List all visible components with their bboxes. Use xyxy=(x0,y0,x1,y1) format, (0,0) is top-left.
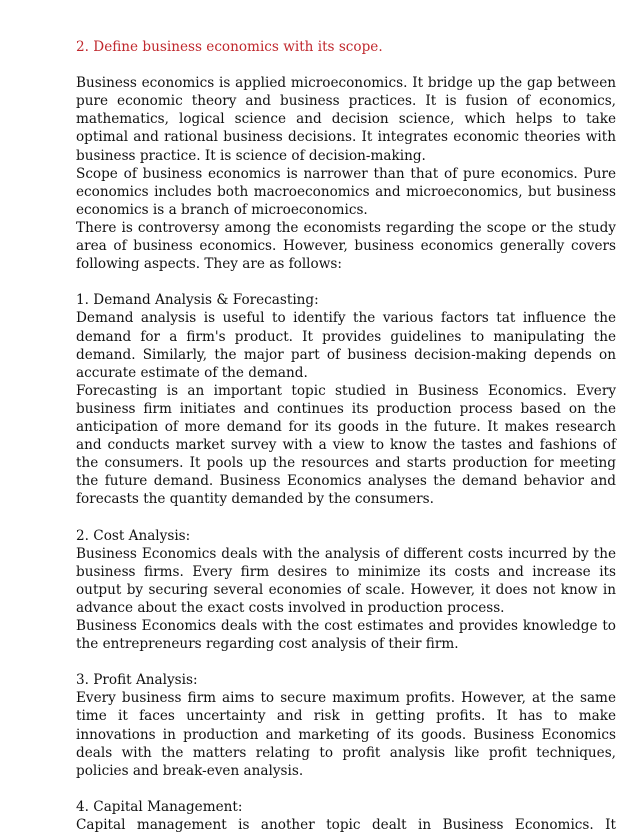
document-page xyxy=(76,38,616,834)
section-paragraph: Business Economics deals with the analysis of different costs incurred by the business firms. Every firm desires to minimize its costs and increase its output by securing several economies of scale. However, it does not know in advance about the exact costs involved in production process. xyxy=(76,545,616,616)
section-heading-profit: 3. Profit Analysis: xyxy=(76,672,198,689)
section-paragraph: Demand analysis is useful to identify the various factors tat influence the demand for a firm's product. It provides guidelines to manipulating the demand. Similarly, the major part of business decision-making depends on accurate estimate of the demand. xyxy=(76,310,616,381)
section-paragraph: Capital management is another topic dealt in Business Economics. It xyxy=(76,817,616,834)
intro-paragraph: Business economics is applied microeconomics. It bridge up the gap between pure economic theory and business practices. It is fusion of economics, mathematics, logical science and decision science, which helps to take optimal and rational business decisions. It integrates economic theories with business practice. It is science of decision-making. xyxy=(76,75,616,164)
intro-paragraph: There is controversy among the economists regarding the scope or the study area of business economics. However, business economics generally covers following aspects. They are as follows: xyxy=(76,219,616,273)
section-paragraph: Forecasting is an important topic studied in Business Economics. Every business firm initiates and continues its production process based on the anticipation of more demand for its goods in the future. It makes research and conducts market survey with a view to know the tastes and fashions of the consumers. It pools up the resources and starts production for meeting the future demand. Business Economics analyses the demand behavior and forecasts the quantity demanded by the consumers. xyxy=(76,382,616,508)
section-paragraph: Every business firm aims to secure maximum profits. However, at the same time it faces uncertainty and risk in getting profits. It has to make innovations in production and marketing of its goods. Business Economics deals with the matters relating to profit analysis like profit techniques, policies and break-even analysis. xyxy=(76,690,616,779)
section-heading-cost: 2. Cost Analysis: xyxy=(76,527,191,544)
section-heading-demand: 1. Demand Analysis & Forecasting: xyxy=(76,292,319,309)
intro-paragraph: Scope of business economics is narrower than that of pure economics. Pure economics includes both macroeconomics and microeconomics, but business economics is a branch of microeconomics. xyxy=(76,165,616,218)
question-title: 2. Define business economics with its scope. xyxy=(76,39,383,55)
section-heading-capital: 4. Capital Management: xyxy=(76,798,243,815)
section-paragraph: Business Economics deals with the cost estimates and provides knowledge to the entrepreneurs regarding cost analysis of their firm. xyxy=(76,618,616,653)
